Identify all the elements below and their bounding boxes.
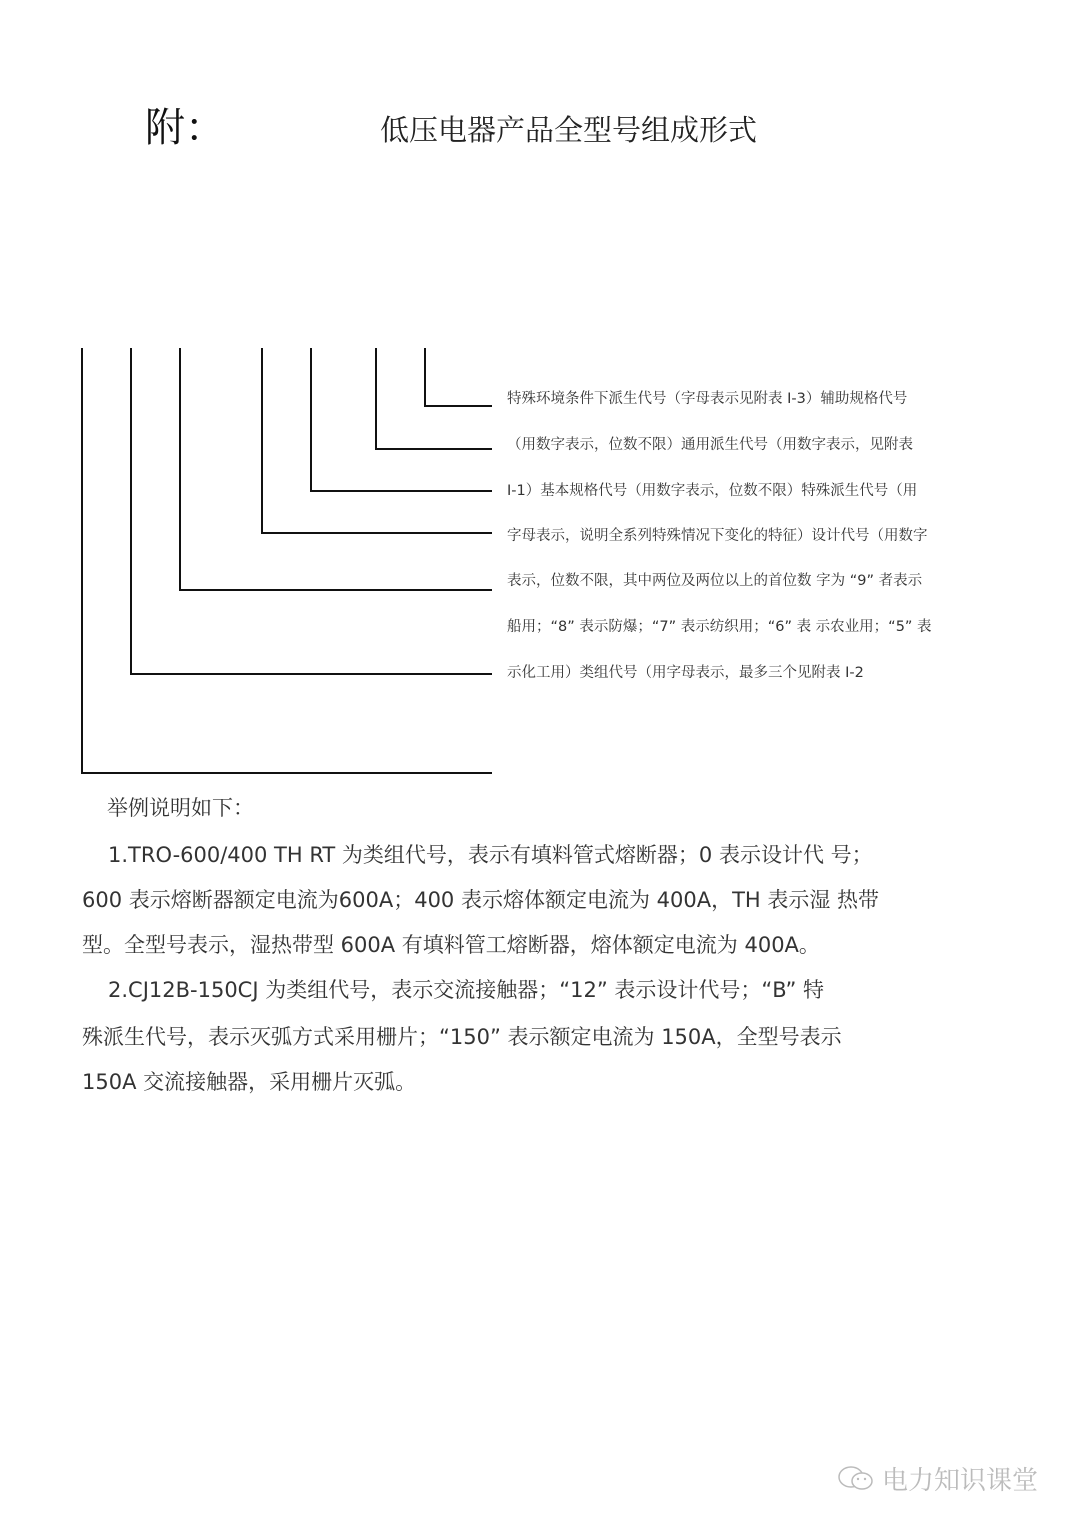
diagram-text-line: 船用；“8” 表示防爆；“7” 表示纺织用；“6” 表 示农业用；“5” 表	[507, 619, 932, 635]
example-line: 150A 交流接触器，采用栅片灭弧。	[82, 1070, 417, 1094]
bracket-line	[81, 772, 492, 774]
diagram-text-line: I-1）基本规格代号（用数字表示，位数不限）特殊派生代号（用	[507, 483, 918, 499]
diagram-text-line: （用数字表示，位数不限）通用派生代号（用数字表示，见附表	[507, 437, 913, 453]
bracket-line	[130, 348, 132, 675]
bracket-line	[81, 348, 83, 774]
examples-heading: 举例说明如下：	[107, 796, 254, 820]
bracket-line	[261, 348, 263, 534]
bracket-line	[130, 673, 492, 675]
diagram-text-line: 字母表示，说明全系列特殊情况下变化的特征）设计代号（用数字	[507, 528, 928, 544]
bracket-line	[179, 348, 181, 591]
bracket-line	[310, 348, 312, 492]
watermark	[836, 1460, 1038, 1497]
appendix-label: 附：	[145, 105, 225, 151]
example-line: 型。全型号表示，湿热带型 600A 有填料管工熔断器，熔体额定电流为 400A。	[82, 933, 820, 957]
diagram-text-line: 特殊环境条件下派生代号（字母表示见附表 I-3）辅助规格代号	[507, 391, 908, 407]
bracket-line	[375, 448, 492, 450]
example-line: 600 表示熔断器额定电流为600A；400 表示熔体额定电流为 400A，TH 表示湿 热带	[82, 888, 880, 912]
bracket-line	[375, 348, 377, 450]
diagram-text-line: 表示，位数不限，其中两位及两位以上的首位数 字为 “9” 者表示	[507, 573, 923, 589]
diagram-text-line: 示化工用）类组代号（用字母表示，最多三个见附表 I-2	[507, 665, 864, 681]
example-line: 殊派生代号，表示灭弧方式采用栅片；“150” 表示额定电流为 150A，全型号表示	[82, 1025, 842, 1049]
bracket-line	[261, 532, 492, 534]
example-line: 1.TRO-600/400 TH RT 为类组代号，表示有填料管式熔断器；0 表示设计代 号；	[108, 843, 873, 867]
page-title: 低压电器产品全型号组成形式	[380, 113, 758, 147]
bracket-line	[179, 589, 492, 591]
bracket-line	[310, 490, 492, 492]
bracket-line	[424, 405, 492, 407]
bracket-line	[424, 348, 426, 407]
watermark-text: 电力知识课堂	[882, 1466, 1039, 1496]
example-line: 2.CJ12B-150CJ 为类组代号，表示交流接触器；“12” 表示设计代号；“B” 特	[108, 978, 825, 1002]
wechat-icon	[836, 1464, 876, 1494]
